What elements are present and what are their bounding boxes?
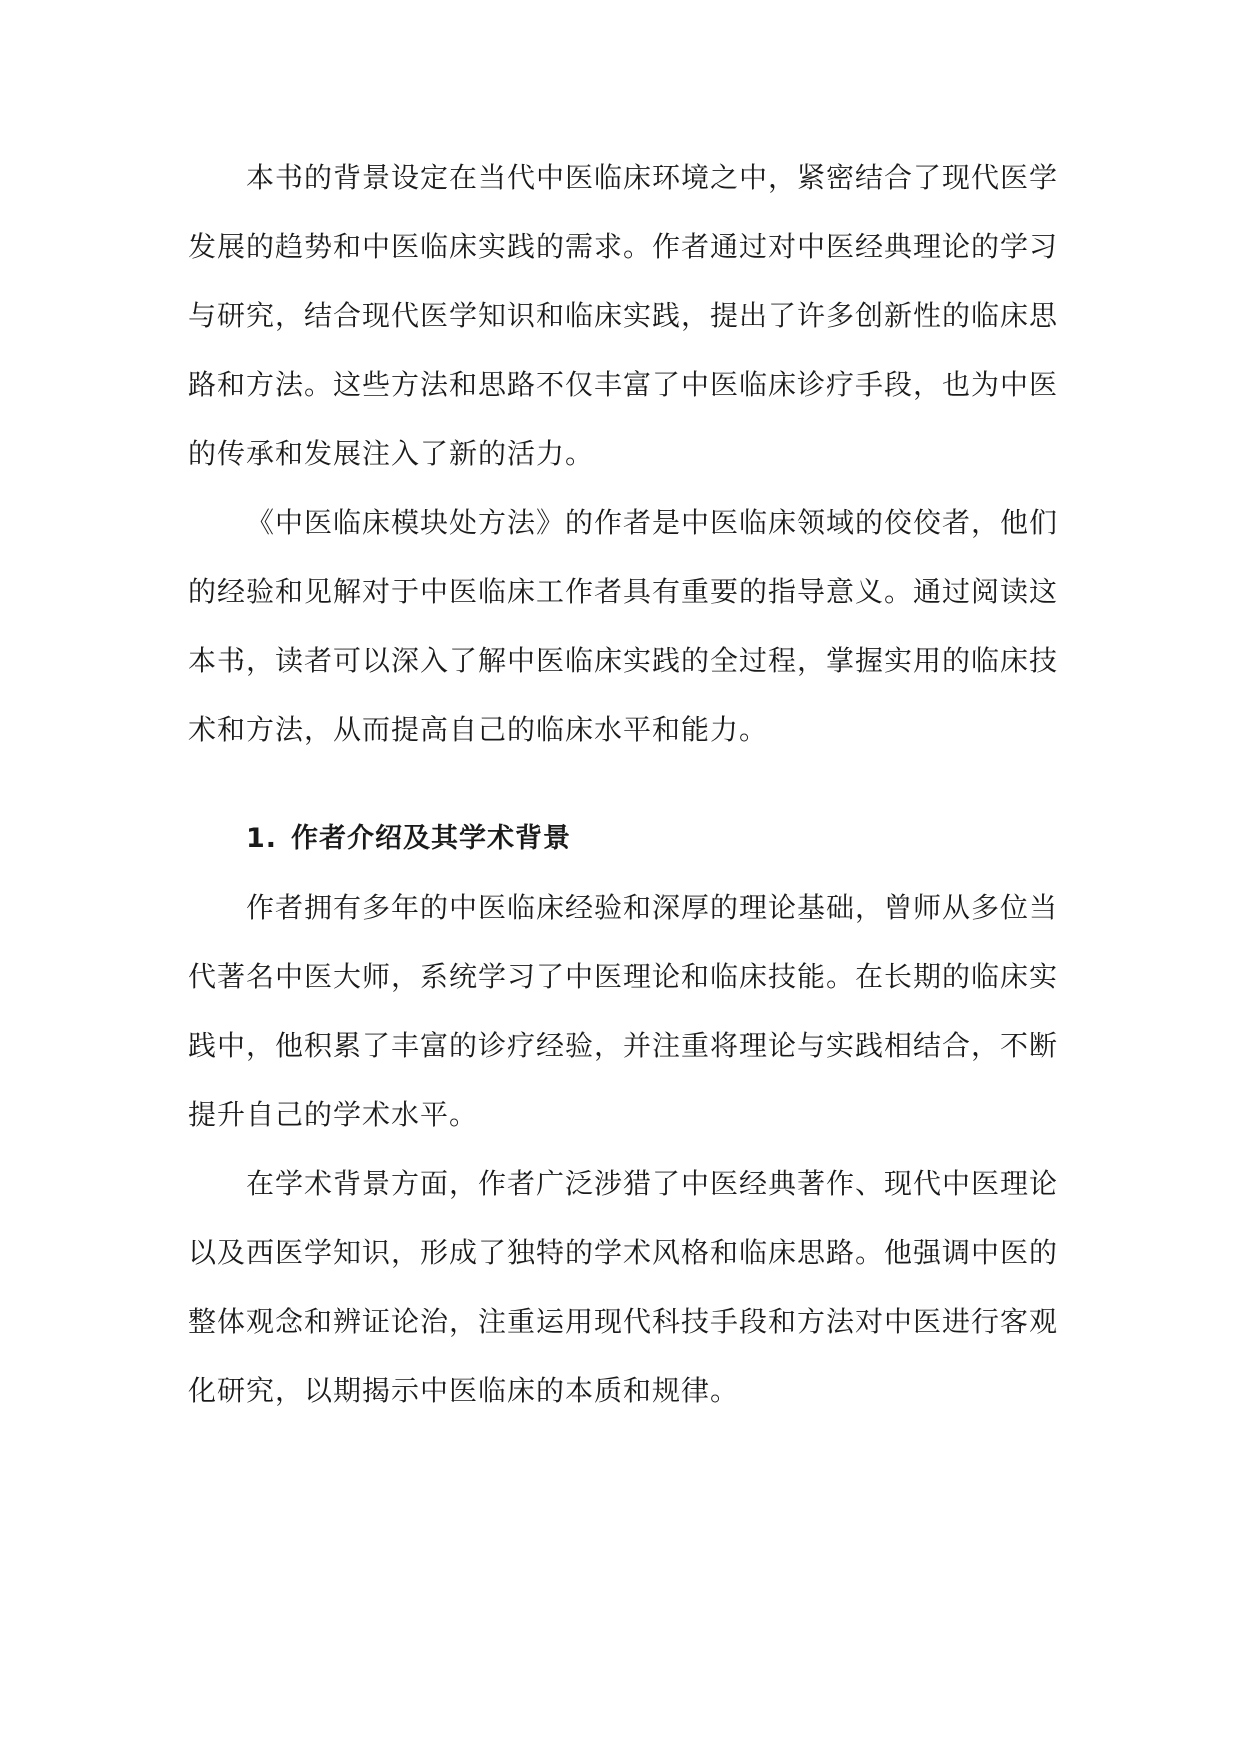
paragraph-author-significance: 《中医临床模块处方法》的作者是中医临床领域的佼佼者，他们的经验和见解对于中医临床工作者具有重要的指导意义。通过阅读这本书，读者可以深入了解中医临床实践的全过程，掌握实用的临床技术和方法，从而提高自己的临床水平和能力。: [188, 506, 1059, 746]
document-body: [188, 143, 1058, 1425]
section-title: 作者介绍及其学术背景: [291, 823, 572, 854]
paragraph-academic-background: 在学术背景方面，作者广泛涉猎了中医经典著作、现代中医理论以及西医学知识，形成了独特的学术风格和临床思路。他强调中医的整体观念和辨证论治，注重运用现代科技手段和方法对中医进行客观化研究，以期揭示中医临床的本质和规律。: [188, 1167, 1059, 1407]
paragraph-background: 本书的背景设定在当代中医临床环境之中，紧密结合了现代医学发展的趋势和中医临床实践的需求。作者通过对中医经典理论的学习与研究，结合现代医学知识和临床实践，提出了许多创新性的临床思路和方法。这些方法和思路不仅丰富了中医临床诊疗手段，也为中医的传承和发展注入了新的活力。: [188, 161, 1059, 470]
section-spacer: [188, 764, 1058, 804]
section-number: 1.: [246, 823, 278, 854]
paragraph-author-experience: 作者拥有多年的中医临床经验和深厚的理论基础，曾师从多位当代著名中医大师，系统学习了中医理论和临床技能。在长期的临床实践中，他积累了丰富的诊疗经验，并注重将理论与实践相结合，不断提升自己的学术水平。: [188, 891, 1059, 1131]
section-heading: [188, 804, 1058, 873]
